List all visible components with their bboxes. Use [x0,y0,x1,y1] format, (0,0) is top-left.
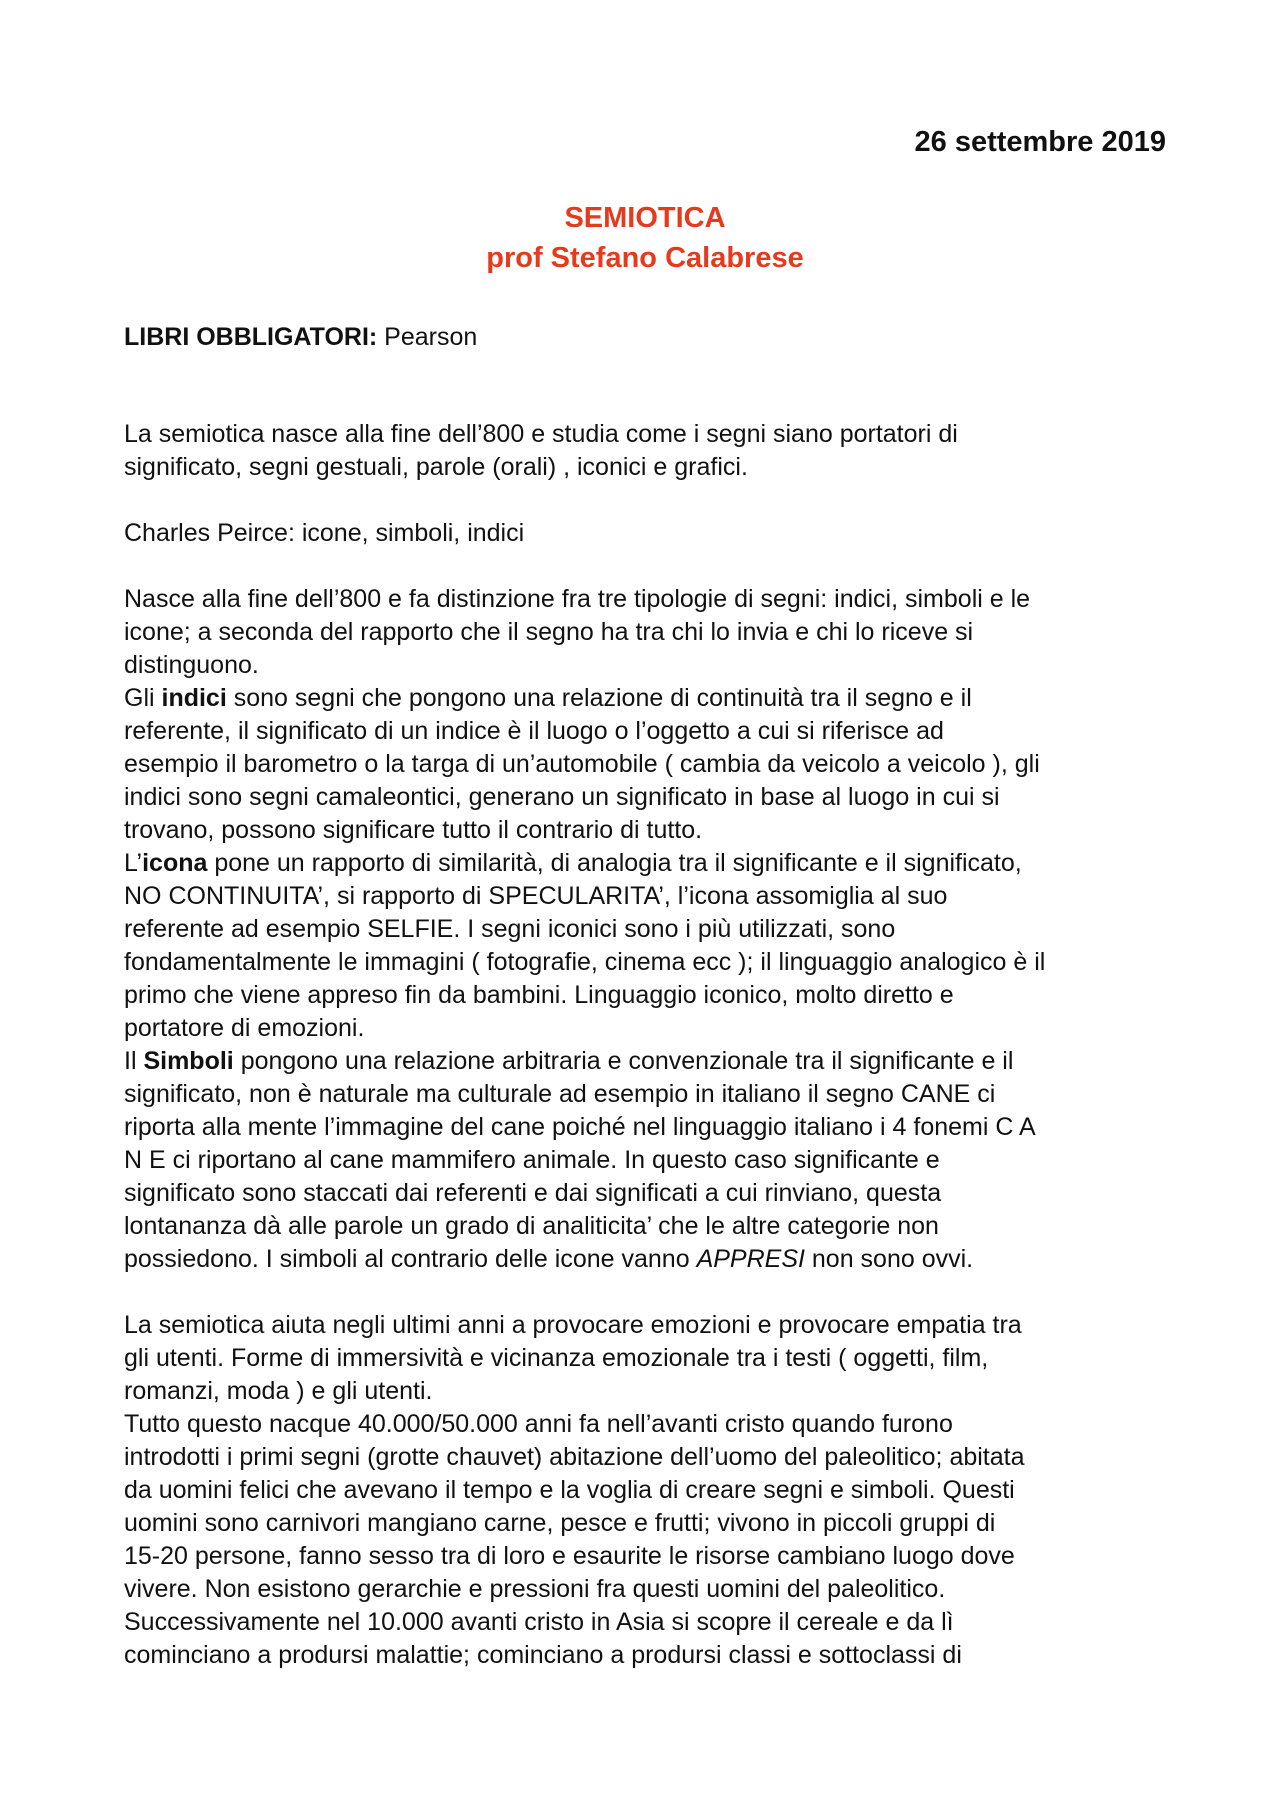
text-line: Charles Peirce: icone, simboli, indici [124,519,525,547]
text-line: referente, il significato di un indice è il luogo o l’oggetto a cui si riferisce ad [124,717,944,745]
text-line: vivere. Non esistono gerarchie e pressioni fra questi uomini del paleolitico. [124,1575,946,1603]
text-line: distinguono. [124,651,259,679]
text-line: icone; a seconda del rapporto che il segno ha tra chi lo invia e chi lo riceve si [124,618,974,646]
text-run: Gli [124,684,162,712]
text-line: romanzi, moda ) e gli utenti. [124,1377,433,1405]
text-run: non sono ovvi. [804,1245,974,1273]
paragraph-peirce [124,517,1166,550]
text-line [124,682,1166,715]
text-run: L’ [124,849,143,877]
text-line: La semiotica nasce alla fine dell’800 e studia come i segni siano portatori di [124,420,958,448]
text-line: esempio il barometro o la targa di un’automobile ( cambia da veicolo a veicolo ), gli [124,750,1040,778]
paragraph-indici [124,682,1166,847]
document-date: 26 settembre 2019 [914,126,1166,158]
text-line: primo che viene appreso fin da bambini. Linguaggio iconico, molto diretto e [124,981,954,1009]
text-line: gli utenti. Forme di immersività e vicinanza emozionale tra i testi ( oggetti, film, [124,1344,989,1372]
text-line: trovano, possono significare tutto il contrario di tutto. [124,816,703,844]
text-line: riporta alla mente l’immagine del cane poiché nel linguaggio italiano i 4 fonemi C A [124,1113,1036,1141]
text-line [124,1045,1166,1078]
text-line: NO CONTINUITA’, si rapporto di SPECULARITA’, l’icona assomiglia al suo [124,882,948,910]
text-line: Nasce alla fine dell’800 e fa distinzione fra tre tipologie di segni: indici, simboli e le [124,585,1031,613]
professor-name: prof Stefano Calabrese [486,242,804,274]
body-text [124,418,1166,1672]
text-line [124,847,1166,880]
paragraph-simboli [124,1045,1166,1276]
text-line: fondamentalmente le immagini ( fotografie, cinema ecc ); il linguaggio analogico è il [124,948,1046,976]
text-line: indici sono segni camaleontici, generano un significato in base al luogo in cui si [124,783,1000,811]
paragraph-icona [124,847,1166,1045]
text-line: La semiotica aiuta negli ultimi anni a provocare emozioni e provocare empatia tra [124,1311,1022,1339]
required-books-value: Pearson [377,323,478,351]
text-line: Successivamente nel 10.000 avanti cristo in Asia si scopre il cereale e da lì [124,1608,954,1636]
required-books-label: LIBRI OBBLIGATORI: [124,323,378,351]
text-line: significato, segni gestuali, parole (orali) , iconici e grafici. [124,453,748,481]
text-run: Il [124,1047,144,1075]
text-run: sono segni che pongono una relazione di continuità tra il segno e il [226,684,972,712]
text-line: significato sono staccati dai referenti e dai significati a cui rinviano, questa [124,1179,942,1207]
document-title [124,198,1166,278]
text-line: introdotti i primi segni (grotte chauvet) abitazione dell’uomo del paleolitico; abitata [124,1443,1025,1471]
term-icona: icona [142,849,208,877]
paragraph-empatia [124,1309,1166,1672]
text-line: Tutto questo nacque 40.000/50.000 anni fa nell’avanti cristo quando furono [124,1410,953,1438]
course-title: SEMIOTICA [564,202,726,234]
text-run: pone un rapporto di similarità, di analogia tra il significante e il significato, [207,849,1022,877]
term-indici: indici [161,684,227,712]
required-books [124,320,477,354]
text-line: significato, non è naturale ma culturale ad esempio in italiano il segno CANE ci [124,1080,996,1108]
text-line: portatore di emozioni. [124,1014,365,1042]
text-line: cominciano a prodursi malattie; cominciano a prodursi classi e sottoclassi di [124,1641,962,1669]
text-line: da uomini felici che avevano il tempo e la voglia di creare segni e simboli. Questi [124,1476,1015,1504]
text-line: 15-20 persone, fanno sesso tra di loro e esaurite le risorse cambiano luogo dove [124,1542,1015,1570]
text-line [124,1243,1166,1276]
term-appresi: APPRESI [696,1245,805,1273]
paragraph-distinzione [124,583,1166,682]
text-run: pongono una relazione arbitraria e convenzionale tra il significante e il [233,1047,1014,1075]
term-simboli: Simboli [143,1047,234,1075]
text-line: referente ad esempio SELFIE. I segni iconici sono i più utilizzati, sono [124,915,896,943]
text-line: N E ci riportano al cane mammifero animale. In questo caso significante e [124,1146,940,1174]
text-line: uomini sono carnivori mangiano carne, pesce e frutti; vivono in piccoli gruppi di [124,1509,996,1537]
text-run: possiedono. I simboli al contrario delle icone vanno [124,1245,697,1273]
text-line: lontananza dà alle parole un grado di analiticita’ che le altre categorie non [124,1212,939,1240]
paragraph-intro [124,418,1166,484]
